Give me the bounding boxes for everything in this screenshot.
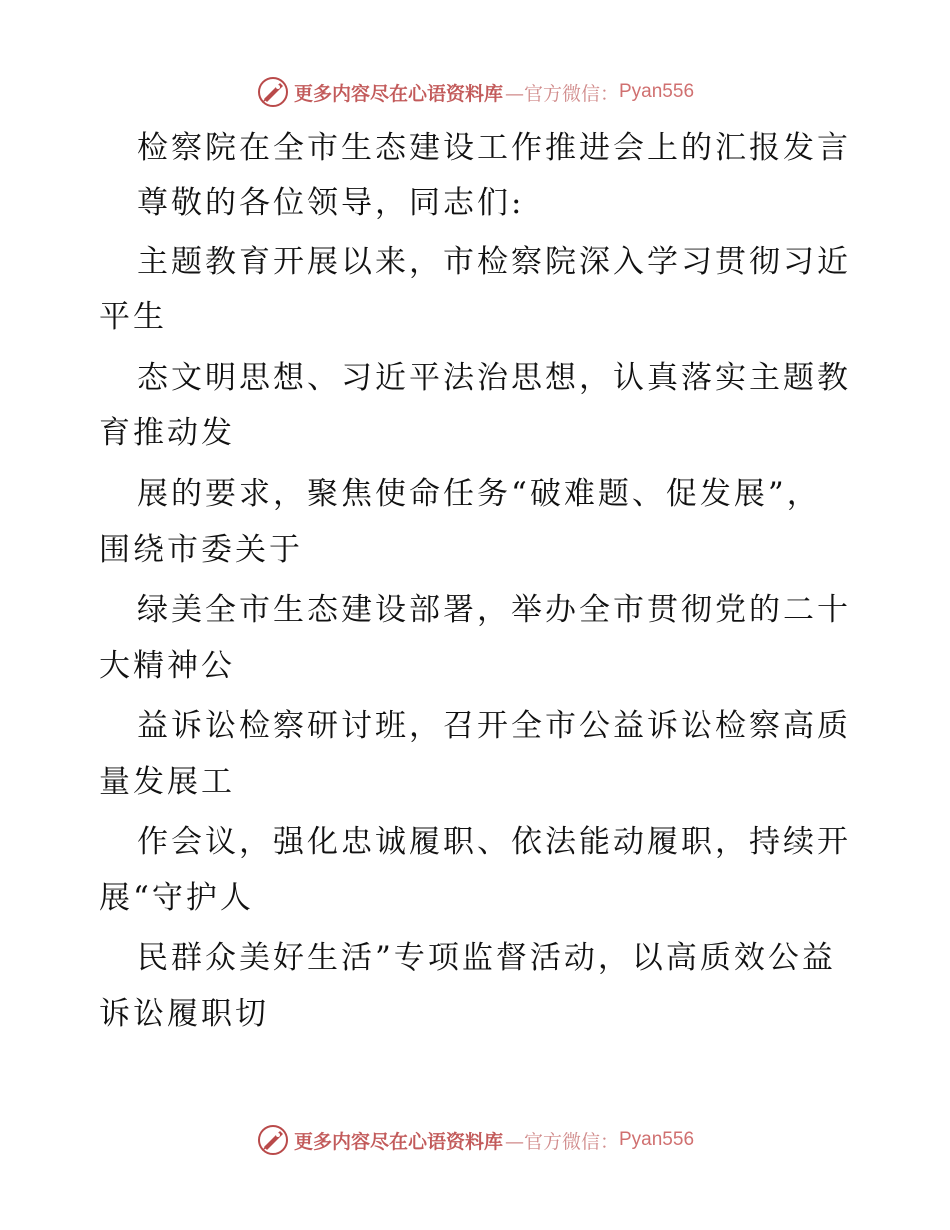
pen-nib-logo-icon bbox=[256, 1123, 290, 1157]
paragraph-line: 展“守护人 bbox=[99, 880, 254, 916]
banner-wechat-id: Pyan556 bbox=[619, 1129, 695, 1150]
paragraph-line: 民群众美好生活”专项监督活动，以高质效公益 bbox=[137, 940, 836, 976]
banner-dash-text: —官方微信： bbox=[504, 1130, 619, 1153]
banner-wechat-id: Pyan556 bbox=[619, 81, 695, 102]
banner-main-text: 更多内容尽在心语资料库 bbox=[293, 82, 503, 105]
paragraph-line: 益诉讼检察研讨班，召开全市公益诉讼检察高质 bbox=[137, 708, 851, 744]
footer-watermark-banner bbox=[0, 1120, 950, 1160]
paragraph-line: 绿美全市生态建设部署，举办全市贯彻党的二十 bbox=[137, 592, 851, 628]
banner-main-text: 更多内容尽在心语资料库 bbox=[293, 1130, 503, 1153]
banner-dash-text: —官方微信： bbox=[504, 82, 619, 105]
pen-nib-logo-icon bbox=[256, 75, 290, 109]
paragraph-line: 大精神公 bbox=[99, 648, 235, 684]
paragraph-line: 围绕市委关于 bbox=[99, 532, 303, 568]
document-title: 检察院在全市生态建设工作推进会上的汇报发言 bbox=[137, 130, 851, 166]
paragraph-line: 作会议，强化忠诚履职、依法能动履职，持续开 bbox=[137, 824, 851, 860]
header-watermark-banner bbox=[0, 72, 950, 112]
paragraph-line: 量发展工 bbox=[99, 764, 235, 800]
paragraph-line: 态文明思想、习近平法治思想，认真落实主题教 bbox=[137, 360, 851, 396]
paragraph-line: 育推动发 bbox=[99, 415, 235, 451]
paragraph-line: 平生 bbox=[99, 299, 167, 335]
document-greeting: 尊敬的各位领导，同志们: bbox=[137, 185, 525, 221]
paragraph-line: 展的要求，聚焦使命任务“破难题、促发展”， bbox=[137, 476, 821, 512]
paragraph-line: 主题教育开展以来，市检察院深入学习贯彻习近 bbox=[137, 244, 851, 280]
paragraph-line: 诉讼履职切 bbox=[99, 996, 269, 1032]
